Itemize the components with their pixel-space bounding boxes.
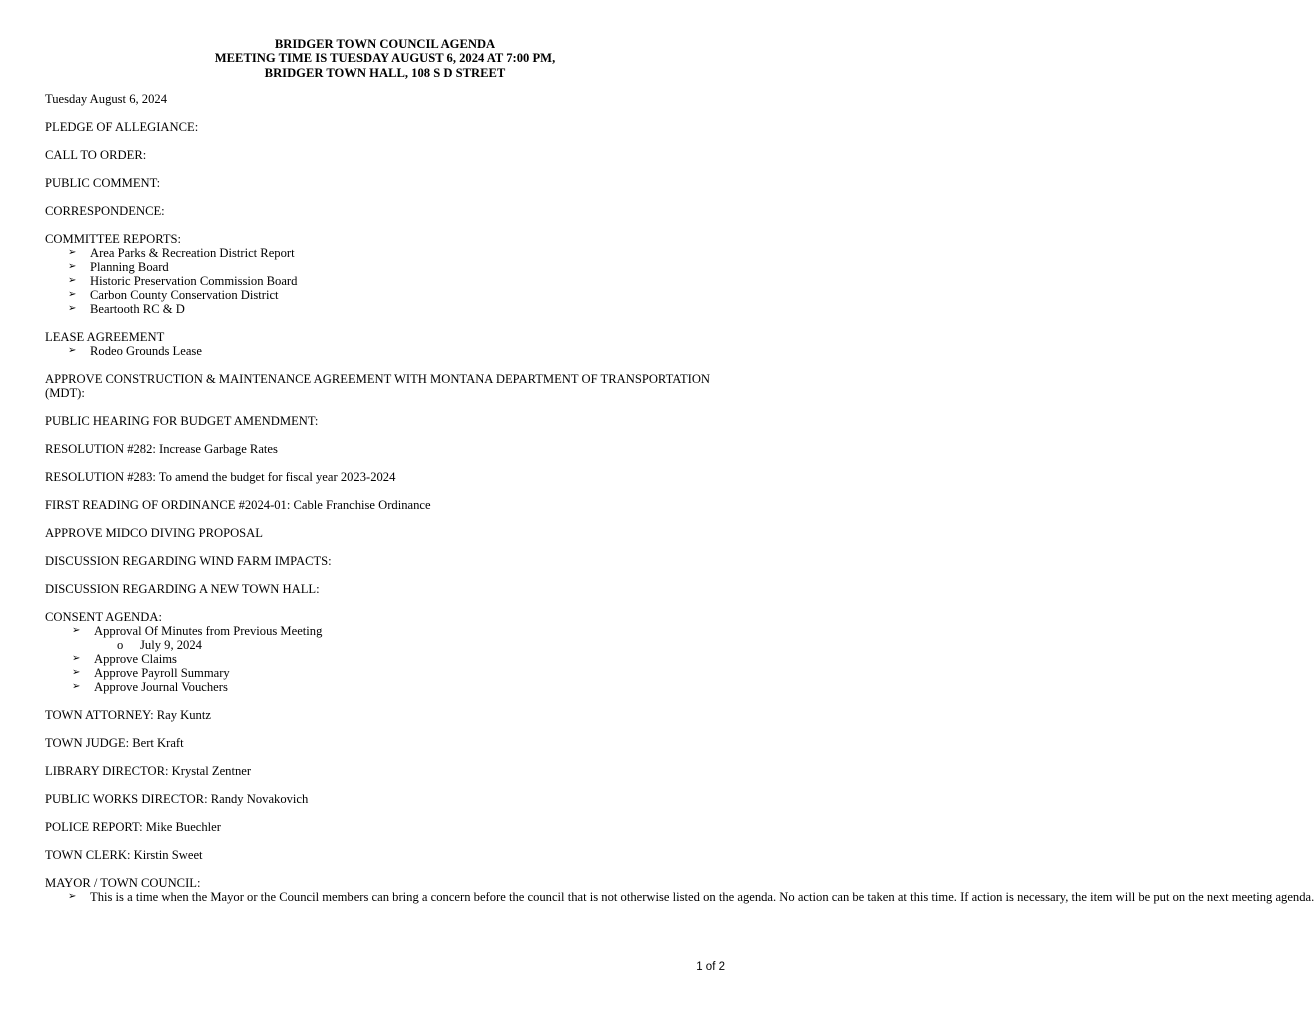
list-item: ➢ Approve Claims bbox=[72, 652, 177, 666]
mayor-council-list bbox=[45, 890, 1314, 904]
consent-agenda-section bbox=[45, 610, 730, 694]
item-new-town-hall: DISCUSSION REGARDING A NEW TOWN HALL: bbox=[45, 582, 320, 596]
arrow-bullet-icon: ➢ bbox=[72, 653, 81, 664]
item-wind-farm: DISCUSSION REGARDING WIND FARM IMPACTS: bbox=[45, 554, 332, 568]
item-town-clerk: TOWN CLERK: Kirstin Sweet bbox=[45, 848, 203, 862]
minutes-sub-list bbox=[45, 638, 730, 652]
arrow-bullet-icon: ➢ bbox=[68, 247, 77, 258]
list-item: ➢ Planning Board bbox=[68, 260, 169, 274]
item-town-judge: TOWN JUDGE: Bert Kraft bbox=[45, 736, 184, 750]
arrow-bullet-icon: ➢ bbox=[72, 667, 81, 678]
item-midco-proposal: APPROVE MIDCO DIVING PROPOSAL bbox=[45, 526, 263, 540]
arrow-bullet-icon: ➢ bbox=[68, 275, 77, 286]
page-number: 1 of 2 bbox=[696, 961, 725, 973]
agenda-body bbox=[45, 92, 1314, 918]
item-pledge: PLEDGE OF ALLEGIANCE: bbox=[45, 120, 199, 134]
item-public-comment: PUBLIC COMMENT: bbox=[45, 176, 161, 190]
item-library-director: LIBRARY DIRECTOR: Krystal Zentner bbox=[45, 764, 252, 778]
list-item: ➢ Approve Journal Vouchers bbox=[72, 680, 228, 694]
arrow-bullet-icon: ➢ bbox=[68, 891, 77, 902]
lease-agreement-section bbox=[45, 330, 730, 358]
agenda-header bbox=[0, 37, 770, 80]
meeting-date: Tuesday August 6, 2024 bbox=[45, 92, 167, 106]
item-correspondence: CORRESPONDENCE: bbox=[45, 204, 165, 218]
consent-approvals-list bbox=[45, 652, 730, 694]
arrow-bullet-icon: ➢ bbox=[72, 625, 81, 636]
item-mdt-agreement: APPROVE CONSTRUCTION & MAINTENANCE AGREEMENT WITH MONTANA DEPARTMENT OF TRANSPORTATION (MDT): bbox=[45, 372, 711, 400]
list-item: ➢ This is a time when the Mayor or the Council members can bring a concern before the council that is not otherwise listed on the agenda. No action can be taken at this time. If action is necessary, the item will be put on the next meeting agenda. bbox=[68, 890, 1314, 904]
item-call-to-order: CALL TO ORDER: bbox=[45, 148, 147, 162]
item-public-works-director: PUBLIC WORKS DIRECTOR: Randy Novakovich bbox=[45, 792, 309, 806]
list-item: ➢ Beartooth RC & D bbox=[68, 302, 185, 316]
circle-bullet-icon: o bbox=[117, 638, 124, 652]
lease-agreement-list bbox=[45, 344, 730, 358]
item-police-report: POLICE REPORT: Mike Buechler bbox=[45, 820, 221, 834]
mayor-council-title: MAYOR / TOWN COUNCIL: bbox=[45, 876, 201, 890]
item-resolution-283: RESOLUTION #283: To amend the budget for fiscal year 2023-2024 bbox=[45, 470, 396, 484]
item-budget-hearing: PUBLIC HEARING FOR BUDGET AMENDMENT: bbox=[45, 414, 319, 428]
list-item: o July 9, 2024 bbox=[117, 638, 202, 652]
committee-reports-title: COMMITTEE REPORTS: bbox=[45, 232, 182, 246]
consent-agenda-list bbox=[45, 624, 730, 638]
list-item: ➢ Approve Payroll Summary bbox=[72, 666, 230, 680]
list-item: ➢ Approval Of Minutes from Previous Meeting bbox=[72, 624, 323, 638]
item-ordinance-reading: FIRST READING OF ORDINANCE #2024-01: Cable Franchise Ordinance bbox=[45, 498, 431, 512]
list-item: ➢ Historic Preservation Commission Board bbox=[68, 274, 298, 288]
arrow-bullet-icon: ➢ bbox=[68, 303, 77, 314]
header-title: BRIDGER TOWN COUNCIL AGENDA bbox=[274, 37, 496, 51]
consent-agenda-title: CONSENT AGENDA: bbox=[45, 610, 162, 624]
arrow-bullet-icon: ➢ bbox=[68, 289, 77, 300]
arrow-bullet-icon: ➢ bbox=[68, 345, 77, 356]
item-town-attorney: TOWN ATTORNEY: Ray Kuntz bbox=[45, 708, 211, 722]
mayor-council-section bbox=[45, 876, 1314, 904]
committee-reports-section bbox=[45, 232, 730, 316]
arrow-bullet-icon: ➢ bbox=[72, 681, 81, 692]
lease-agreement-title: LEASE AGREEMENT bbox=[45, 330, 165, 344]
list-item: ➢ Carbon County Conservation District bbox=[68, 288, 279, 302]
header-meeting-time: MEETING TIME IS TUESDAY AUGUST 6, 2024 AT 7:00 PM, bbox=[214, 51, 556, 66]
item-resolution-282: RESOLUTION #282: Increase Garbage Rates bbox=[45, 442, 278, 456]
header-location: BRIDGER TOWN HALL, 108 S D STREET bbox=[264, 65, 506, 80]
arrow-bullet-icon: ➢ bbox=[68, 261, 77, 272]
list-item: ➢ Area Parks & Recreation District Report bbox=[68, 246, 295, 260]
list-item: ➢ Rodeo Grounds Lease bbox=[68, 344, 202, 358]
committee-reports-list bbox=[45, 246, 730, 316]
